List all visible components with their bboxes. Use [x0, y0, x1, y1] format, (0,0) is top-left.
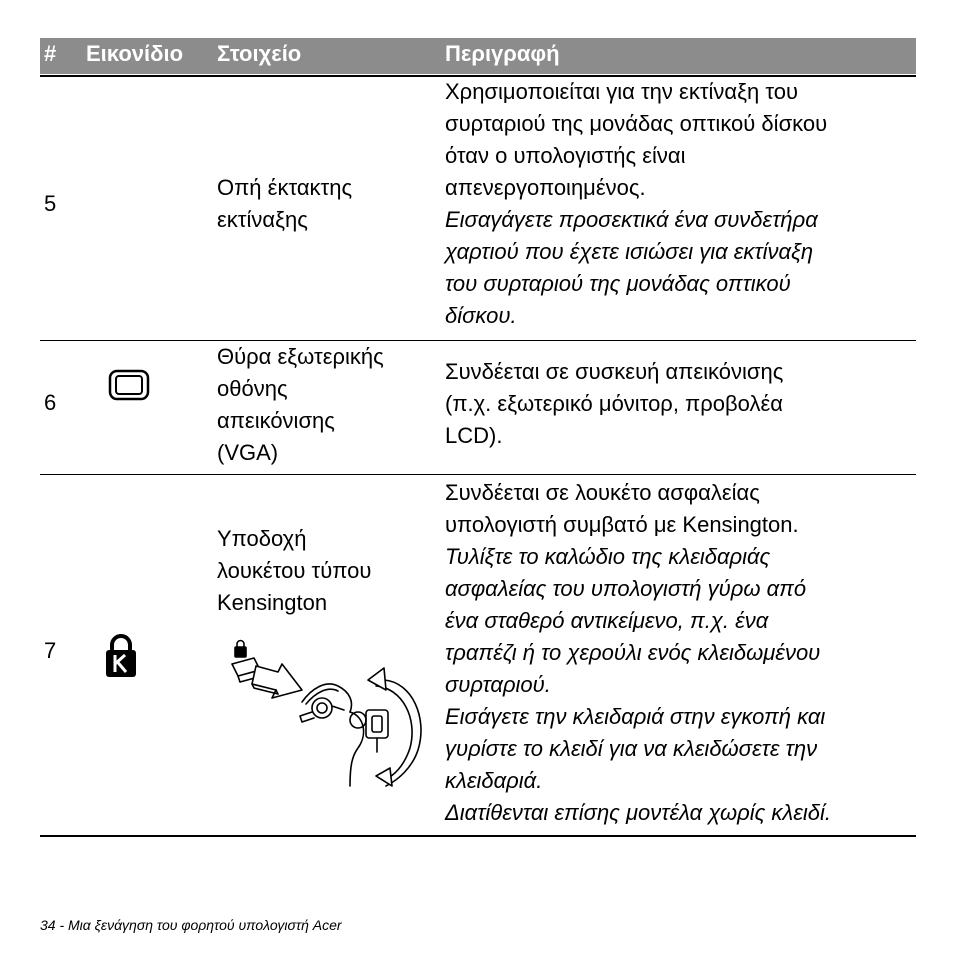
description-line: συρταριού της μονάδας οπτικού δίσκου: [445, 111, 828, 136]
description-line: Χρησιμοποιείται για την εκτίναξη του: [445, 79, 798, 104]
note-line: ασφαλείας του υπολογιστή γύρω από: [445, 576, 807, 601]
note-line: δίσκου.: [445, 303, 517, 328]
row-item: [217, 523, 371, 619]
row-item: [217, 341, 384, 469]
note-line: κλειδαριά.: [445, 768, 543, 793]
item-line: Θύρα εξωτερικής: [217, 344, 384, 369]
page-footer: 34 - Μια ξενάγηση του φορητού υπολογιστή Acer: [40, 917, 342, 933]
item-line: εκτίναξης: [217, 207, 308, 232]
row-description: [445, 477, 831, 829]
description-line: όταν ο υπολογιστής είναι: [445, 143, 686, 168]
description-line: LCD).: [445, 423, 503, 448]
item-line: Kensington: [217, 590, 328, 615]
note-line: χαρτιού που έχετε ισιώσει για εκτίναξη: [445, 239, 814, 264]
row-description: [445, 356, 783, 452]
row-description: [445, 76, 827, 332]
item-line: οθόνης: [217, 376, 288, 401]
vga-monitor-icon: [108, 369, 150, 401]
note-line: Τυλίξτε το καλώδιο της κλειδαριάς: [445, 544, 771, 569]
note-line: Διατίθενται επίσης μοντέλα χωρίς κλειδί.: [445, 800, 831, 825]
header-num: #: [44, 41, 57, 66]
description-line: απενεργοποιημένος.: [445, 175, 646, 200]
header-item: Στοιχείο: [217, 41, 302, 66]
description-line: Συνδέεται σε συσκευή απεικόνισης: [445, 359, 784, 384]
table-bottom-rule: [40, 835, 916, 837]
description-line: Συνδέεται σε λουκέτο ασφαλείας: [445, 480, 760, 505]
header-description: Περιγραφή: [445, 41, 560, 66]
item-line: Υποδοχή: [217, 526, 307, 551]
note-line: συρταριού.: [445, 672, 551, 697]
kensington-lock-icon: [104, 633, 138, 679]
item-line: λουκέτου τύπου: [217, 558, 372, 583]
description-line: (π.χ. εξωτερικό μόνιτορ, προβολέα: [445, 391, 783, 416]
note-line: Εισαγάγετε προσεκτικά ένα συνδετήρα: [445, 207, 818, 232]
note-line: του συρταριού της μονάδας οπτικού: [445, 271, 791, 296]
note-line: τραπέζι ή το χερούλι ενός κλειδωμένου: [445, 640, 821, 665]
table-header: [40, 38, 916, 74]
row-number: 7: [44, 638, 57, 663]
item-line: (VGA): [217, 440, 279, 465]
kensington-lock-insertion-illustration: [226, 636, 422, 788]
row-divider: [40, 474, 916, 475]
header-icon: Εικονίδιο: [86, 41, 184, 66]
note-line: Εισάγετε την κλειδαριά στην εγκοπή και: [445, 704, 826, 729]
item-line: απεικόνισης: [217, 408, 335, 433]
row-item: [217, 172, 352, 236]
description-line: υπολογιστή συμβατό με Kensington.: [445, 512, 799, 537]
row-number: 5: [44, 191, 57, 216]
note-line: ένα σταθερό αντικείμενο, π.χ. ένα: [445, 608, 769, 633]
row-divider: [40, 340, 916, 341]
row-number: 6: [44, 390, 57, 415]
note-line: γυρίστε το κλειδί για να κλειδώσετε την: [445, 736, 818, 761]
item-line: Οπή έκτακτης: [217, 175, 353, 200]
